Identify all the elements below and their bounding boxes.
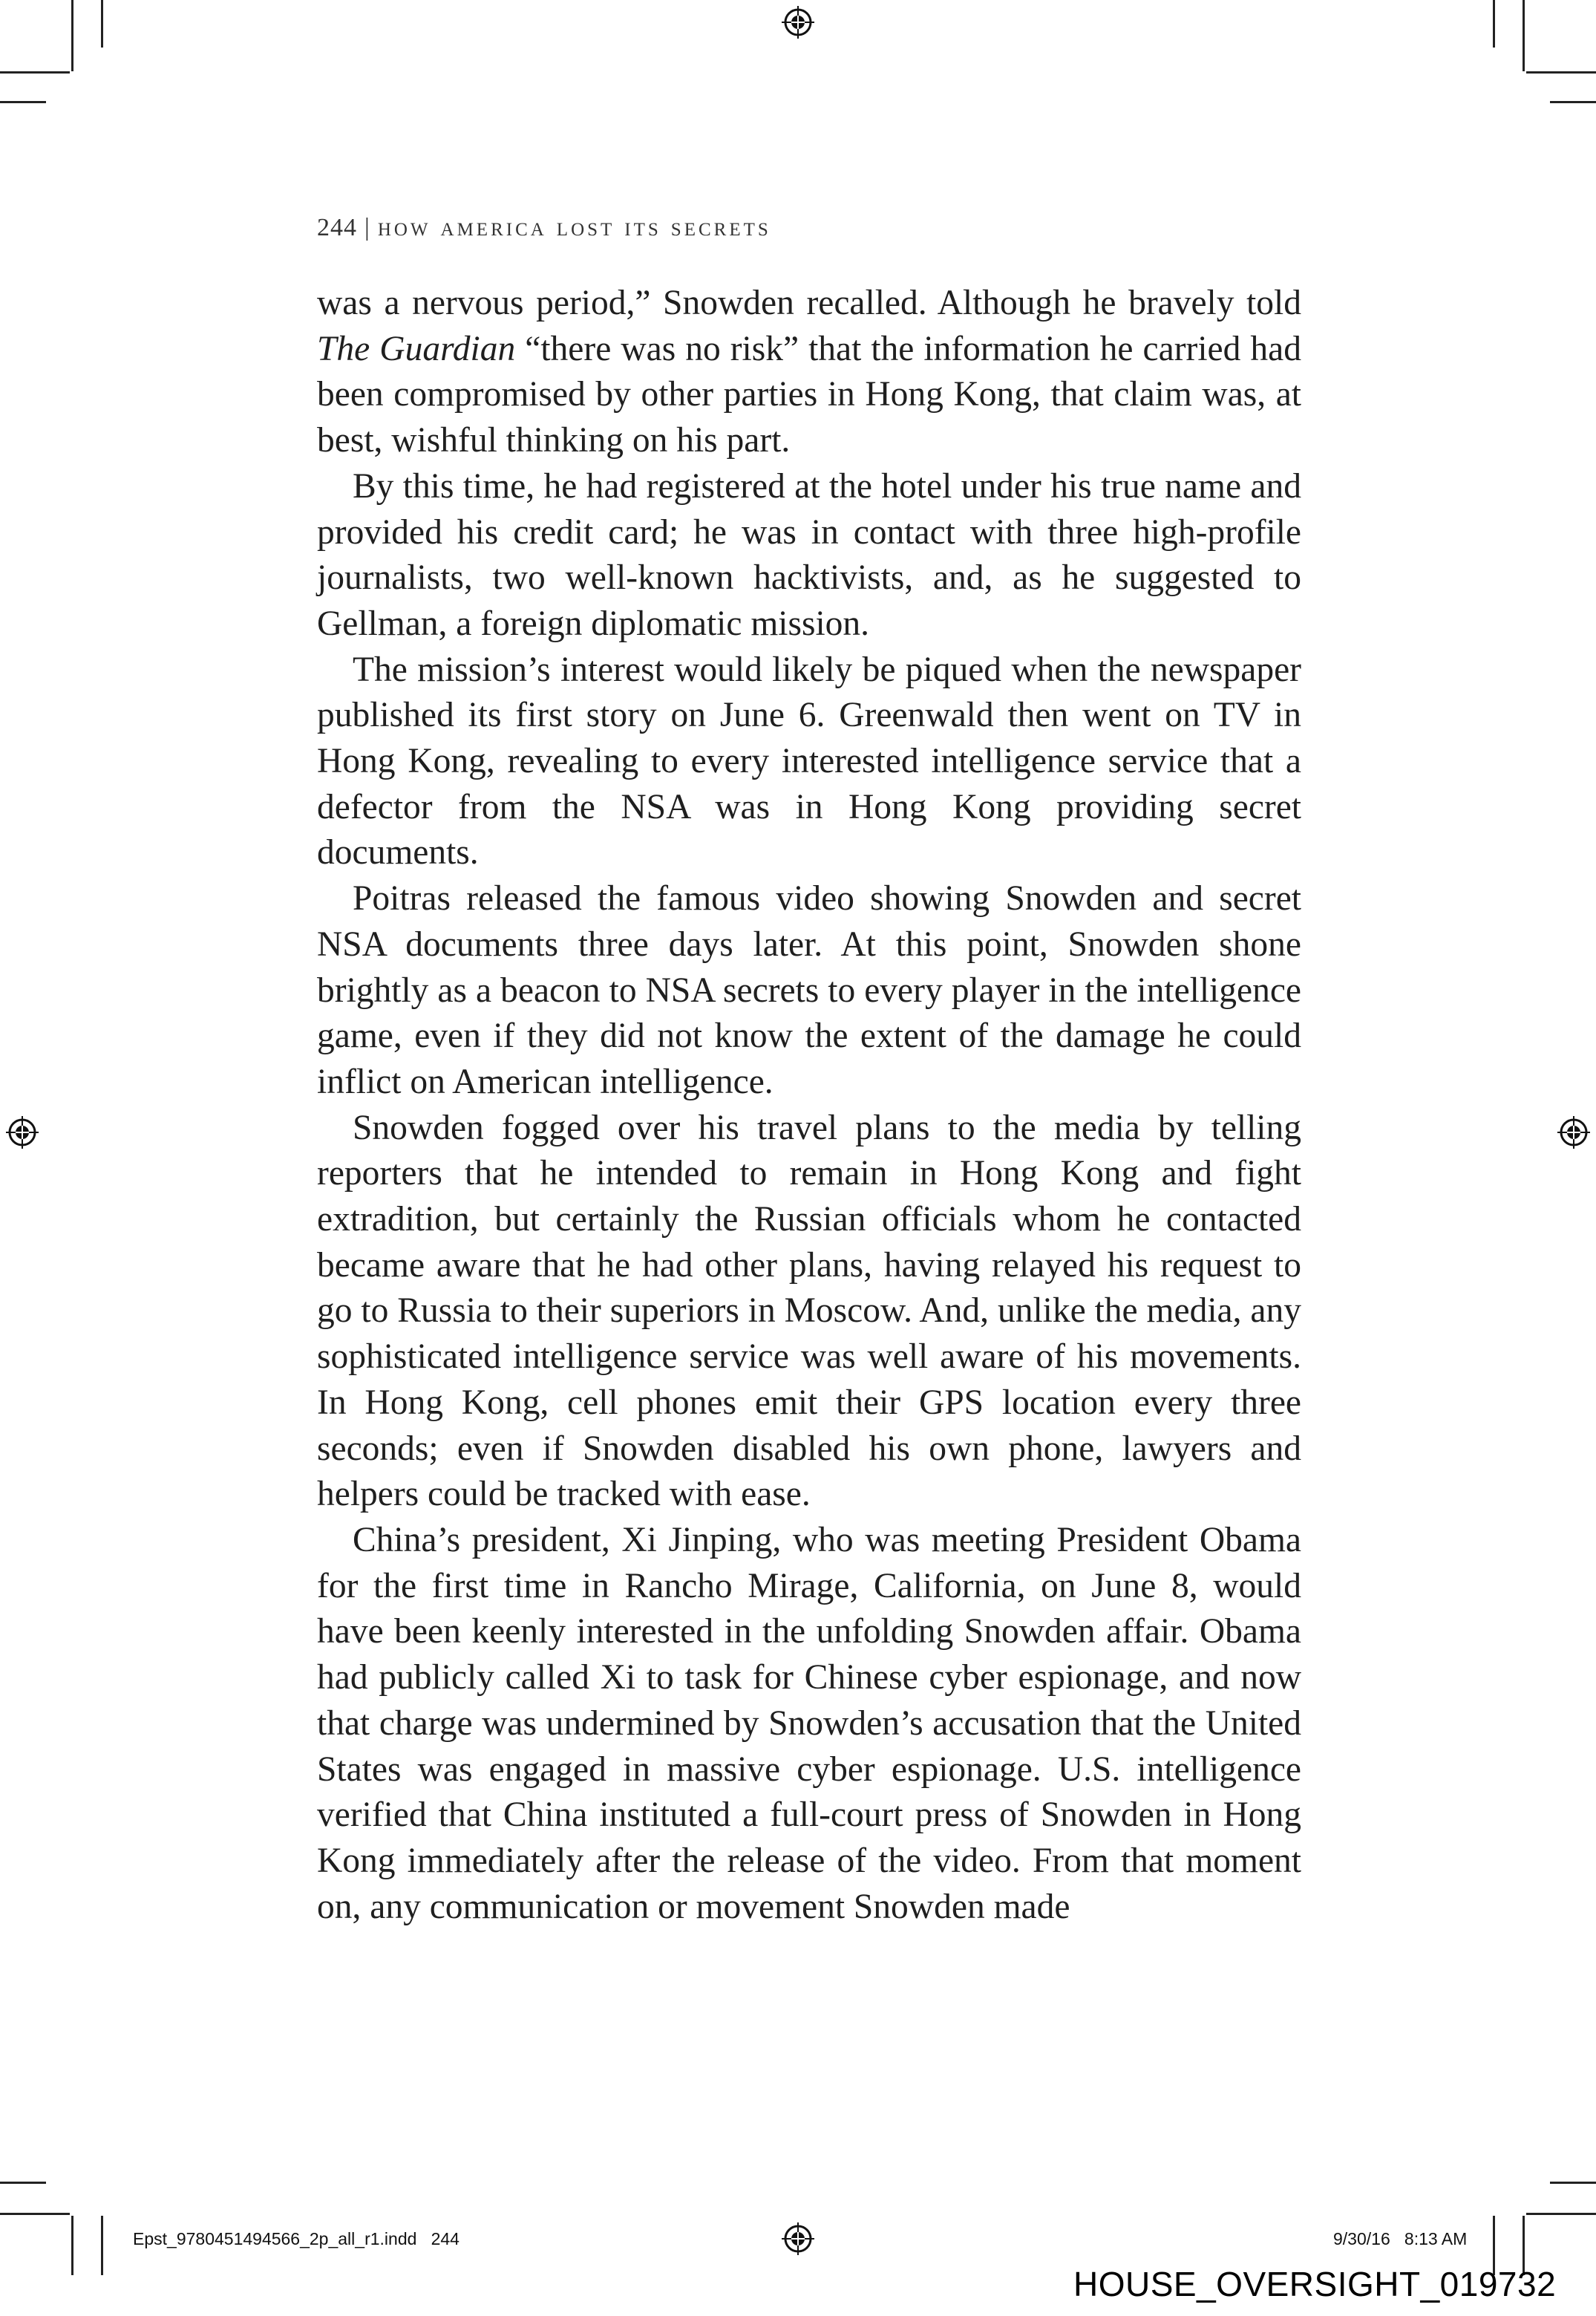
crop-mark-top-right-v: [1523, 0, 1525, 71]
header-separator: |: [364, 214, 370, 241]
paragraph-3: The mission’s interest would likely be piqued when the newspaper published its first story on June 6. Greenwald then went on TV in Hong Kong, revealing to every interested intelligence service that a defector from the NSA was in Hong Kong providing secret documents.: [317, 650, 1301, 872]
registration-crosshair-icon: [782, 2222, 814, 2255]
book-title: how america lost its secrets: [377, 212, 771, 241]
page-body: [317, 281, 1301, 1930]
crop-mark-bottom-left-h2: [0, 2213, 70, 2215]
paragraph-1-text-b: “there was no risk” that the information he carried had been compromised by other parties in Hong Kong, that claim was, at best, wishful thinking on his part.: [317, 329, 1301, 460]
crop-mark-top-left-h: [0, 71, 70, 74]
slug-filename: Epst_9780451494566_2p_all_r1.indd 244: [133, 2229, 459, 2248]
paragraph-1-text-a: was a nervous period,” Snowden recalled. Although he bravely told: [317, 284, 1301, 322]
crop-mark-top-left-v: [71, 0, 73, 71]
running-head: [317, 211, 771, 242]
paragraph-6: China’s president, Xi Jinping, who was meeting President Obama for the first time in Rancho Mirage, California, on June 8, would have been keenly interested in the unfolding Snowden affair. Obama had publicly called Xi to task for Chinese cyber espionage, and now that charge was undermined by Snowden’s accusation that the United States was engaged in massive cyber espionage. U.S. intelligence verified that China instituted a full-court press of Snowden in Hong Kong immediately after the release of the video. From that moment on, any communication or movement Snowden made: [317, 1520, 1301, 1926]
paragraph-4: Poitras released the famous video showing Snowden and secret NSA documents three days later. At this point, Snowden shone brightly as a beacon to NSA secrets to every player in the intelligence game, even if they did not know the extent of the damage he could inflict on American intelligence.: [317, 879, 1301, 1101]
crop-mark-top-left-h2: [0, 101, 46, 103]
page-number: 244: [317, 214, 357, 241]
paragraph-2: By this time, he had registered at the hotel under his true name and provided his credit card; he was in contact with three high-profile journalists, two well-known hacktivists, and, as he suggested to Gellman, a foreign diplomatic mission.: [317, 466, 1301, 643]
crop-mark-top-right-h2: [1550, 101, 1596, 103]
paragraph-1: [317, 281, 1301, 464]
crop-mark-bottom-left-h: [0, 2182, 46, 2184]
crop-mark-top-left-v2: [101, 0, 103, 48]
crop-mark-bottom-left-v2: [101, 2216, 103, 2275]
registration-crosshair-icon: [6, 1116, 39, 1149]
crop-mark-bottom-left-v: [71, 2216, 73, 2275]
registration-crosshair-icon: [782, 6, 814, 39]
crop-mark-bottom-right-h: [1550, 2182, 1596, 2184]
crop-mark-top-right-h: [1526, 71, 1596, 74]
crop-mark-top-right-v2: [1493, 0, 1495, 48]
paragraph-5: Snowden fogged over his travel plans to the media by telling reporters that he intended to remain in Hong Kong and fight extradition, but certainly the Russian officials whom he contacted became aware that he had other plans, having relayed his request to go to Russia to their superiors in Moscow. And, unlike the media, any sophisticated intelligence service was well aware of his movements. In Hong Kong, cell phones emit their GPS location every three seconds; even if Snowden disabled his own phone, lawyers and helpers could be tracked with ease.: [317, 1108, 1301, 1514]
crop-mark-bottom-right-h2: [1526, 2213, 1596, 2215]
bates-number: HOUSE_OVERSIGHT_019732: [1073, 2265, 1557, 2303]
slug-timestamp: 9/30/16 8:13 AM: [1333, 2229, 1468, 2248]
registration-crosshair-icon: [1557, 1116, 1590, 1149]
publication-title: The Guardian: [317, 329, 516, 368]
